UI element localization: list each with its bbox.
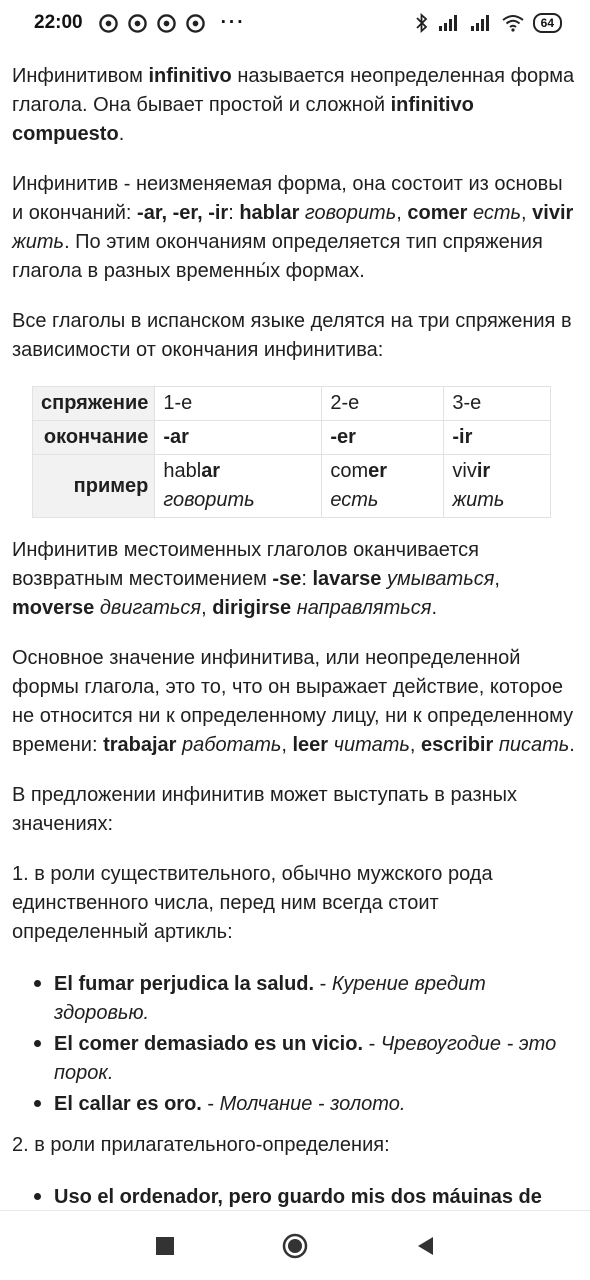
spanish-word: escribir bbox=[421, 734, 494, 756]
translation: есть bbox=[472, 202, 522, 224]
square-icon bbox=[155, 1236, 175, 1256]
table-cell: -er bbox=[322, 421, 444, 455]
paragraph-endings: Инфинитив - неизменяемая форма, она состоит из основы и окончаний: -ar, -er, -ir: hablar говорить, comer есть, vivir жить. По этим окончаниям определяется тип спряжения глагола в разных временны́х формах. bbox=[12, 173, 574, 282]
chrome-icon bbox=[186, 14, 205, 33]
table-row-header: пример bbox=[33, 455, 155, 518]
translation: работать bbox=[182, 734, 282, 756]
paragraph-roles: В предложении инфинитив может выступать в разных значениях: bbox=[12, 784, 518, 835]
translation: писать bbox=[498, 734, 570, 756]
table-cell: comer есть bbox=[322, 455, 444, 518]
table-row bbox=[33, 455, 551, 518]
chrome-icon bbox=[99, 14, 118, 33]
spanish-word: lavarse bbox=[312, 568, 382, 590]
translation: умываться bbox=[386, 568, 495, 590]
list-item: • El fumar perjudica la salud. - Курение вредит здоровью. bbox=[54, 968, 578, 1028]
list-item: • Uso el ordenador, pero guardo mis dos máuinas de bbox=[54, 1181, 578, 1212]
table-cell: -ir bbox=[444, 421, 551, 455]
circle-icon bbox=[281, 1232, 309, 1260]
spanish-word: hablar bbox=[239, 202, 300, 224]
table-cell: hablar говорить bbox=[155, 455, 322, 518]
list-item: • El callar es oro. - Молчание - золото. bbox=[54, 1088, 578, 1119]
status-bar bbox=[0, 0, 590, 46]
translation: жить bbox=[12, 231, 65, 253]
table-cell: -ar bbox=[155, 421, 322, 455]
bluetooth-icon bbox=[415, 13, 429, 33]
spanish-word: leer bbox=[292, 734, 329, 756]
paragraph-adjective-role: 2. в роли прилагательного-определения: bbox=[12, 1134, 390, 1156]
paragraph-intro: Инфинитивом infinitivo называется неопределенная форма глагола. Она бывает простой и сложной infinitivo compuesto. bbox=[12, 65, 575, 145]
recents-button[interactable] bbox=[145, 1226, 185, 1266]
spanish-word: comer bbox=[407, 202, 468, 224]
chrome-icon bbox=[128, 14, 147, 33]
term: -ar, -er, -ir bbox=[137, 202, 229, 224]
table-row-header: спряжение bbox=[33, 387, 155, 421]
table-cell: 3-е bbox=[444, 387, 551, 421]
spanish-word: dirigirse bbox=[212, 597, 292, 619]
table-row bbox=[33, 387, 551, 421]
translation: двигаться bbox=[99, 597, 202, 619]
spanish-word: trabajar bbox=[103, 734, 177, 756]
term: infinitivo bbox=[148, 65, 232, 87]
paragraph-conjugations: Все глаголы в испанском языке делятся на три спряжения в зависимости от окончания инфинитива: bbox=[12, 310, 572, 361]
translation: направляться bbox=[296, 597, 432, 619]
list-item: • El comer demasiado es un vicio. - Чревоугодие - это порок. bbox=[54, 1028, 578, 1088]
paragraph-reflexive: Инфинитив местоименных глаголов оканчивается возвратным местоимением -se: lavarse умываться, moverse двигаться, dirigirse направляться. bbox=[12, 539, 500, 619]
chrome-icon bbox=[157, 14, 176, 33]
status-right bbox=[415, 13, 562, 33]
status-left bbox=[34, 12, 246, 34]
article-content bbox=[12, 62, 578, 1224]
paragraph-noun-role: 1. в роли существительного, обычно мужского рода единственного числа, перед ним всегда стоит определенный артикль: bbox=[12, 863, 493, 943]
signal-icon bbox=[437, 14, 461, 32]
back-button[interactable] bbox=[405, 1226, 445, 1266]
term: -se bbox=[272, 568, 302, 590]
table-cell: 1-е bbox=[155, 387, 322, 421]
examples-list bbox=[12, 1181, 578, 1212]
battery-icon: 64 bbox=[533, 13, 562, 33]
paragraph-meaning: Основное значение инфинитива, или неопределенной формы глагола, это то, что он выражает действие, которое не относится ни к определенному лицу, ни к определенному времени: trabajar работать, leer читать, escribir писать. bbox=[12, 647, 575, 756]
examples-list bbox=[12, 968, 578, 1119]
table-row-header: окончание bbox=[33, 421, 155, 455]
more-notifications-icon: ··· bbox=[220, 12, 246, 33]
table-row bbox=[33, 421, 551, 455]
spanish-word: moverse bbox=[12, 597, 95, 619]
table-cell: vivir жить bbox=[444, 455, 551, 518]
translation: читать bbox=[333, 734, 410, 756]
table-cell: 2-е bbox=[322, 387, 444, 421]
home-button[interactable] bbox=[275, 1226, 315, 1266]
signal-icon bbox=[469, 14, 493, 32]
spanish-word: vivir bbox=[532, 202, 574, 224]
conjugation-table bbox=[32, 386, 551, 518]
status-time: 22:00 bbox=[34, 12, 83, 33]
navigation-bar bbox=[0, 1210, 590, 1280]
wifi-icon bbox=[501, 14, 525, 32]
translation: говорить bbox=[304, 202, 397, 224]
term: infinitivo compuesto bbox=[12, 94, 474, 145]
triangle-back-icon bbox=[415, 1235, 435, 1257]
